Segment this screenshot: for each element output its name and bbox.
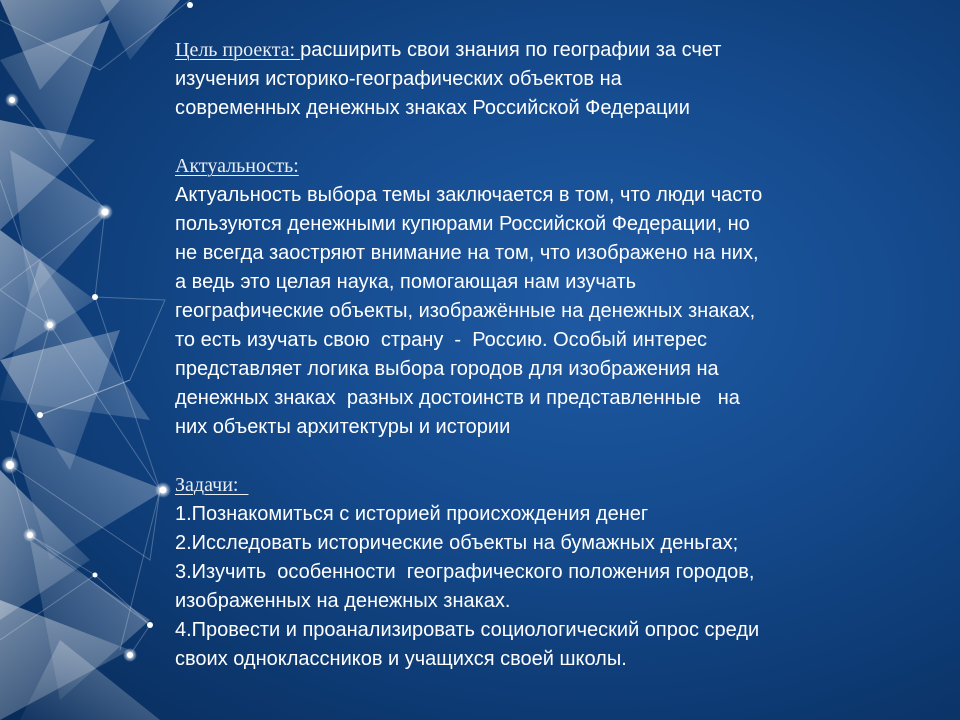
task-item-1: 1.Познакомиться с историей происхождения денег [175, 503, 649, 525]
task-item-3-continued: изображенных на денежных знаках. [175, 590, 511, 612]
relevance-line-7: представляет логика выбора городов для изображения на [175, 358, 719, 380]
goal-line-1: расширить свои знания по географии за счет [300, 39, 722, 61]
task-item-4: 4.Провести и проанализировать социологический опрос среди [175, 619, 760, 641]
goal-section [175, 36, 895, 123]
goal-line-3: современных денежных знаках Российской Федерации [175, 97, 690, 119]
relevance-section [175, 152, 895, 442]
task-item-3: 3.Изучить особенности географического положения городов, [175, 561, 755, 583]
goal-heading: Цель проекта: [175, 39, 301, 61]
slide-content [175, 36, 895, 674]
task-item-2: 2.Исследовать исторические объекты на бумажных деньгах; [175, 532, 739, 554]
relevance-line-3: не всегда заостряют внимание на том, что изображено на них, [175, 242, 759, 264]
relevance-line-4: а ведь это целая наука, помогающая нам изучать [175, 271, 637, 293]
goal-line-2: изучения историко-географических объектов на [175, 68, 622, 90]
relevance-line-9: них объекты архитектуры и истории [175, 416, 511, 438]
relevance-line-6: то есть изучать свою страну - Россию. Особый интерес [175, 329, 708, 351]
task-item-4-continued: своих одноклассников и учащихся своей школы. [175, 648, 627, 670]
relevance-line-2: пользуются денежными купюрами Российской Федерации, но [175, 213, 750, 235]
tasks-heading: Задачи: [175, 474, 249, 496]
relevance-line-8: денежных знаках разных достоинств и представленные на [175, 387, 740, 409]
tasks-section [175, 471, 895, 674]
relevance-line-5: географические объекты, изображённые на денежных знаках, [175, 300, 756, 322]
relevance-line-1: Актуальность выбора темы заключается в том, что люди часто [175, 184, 763, 206]
decor-triangles [0, 0, 180, 720]
relevance-heading: Актуальность: [175, 155, 299, 177]
